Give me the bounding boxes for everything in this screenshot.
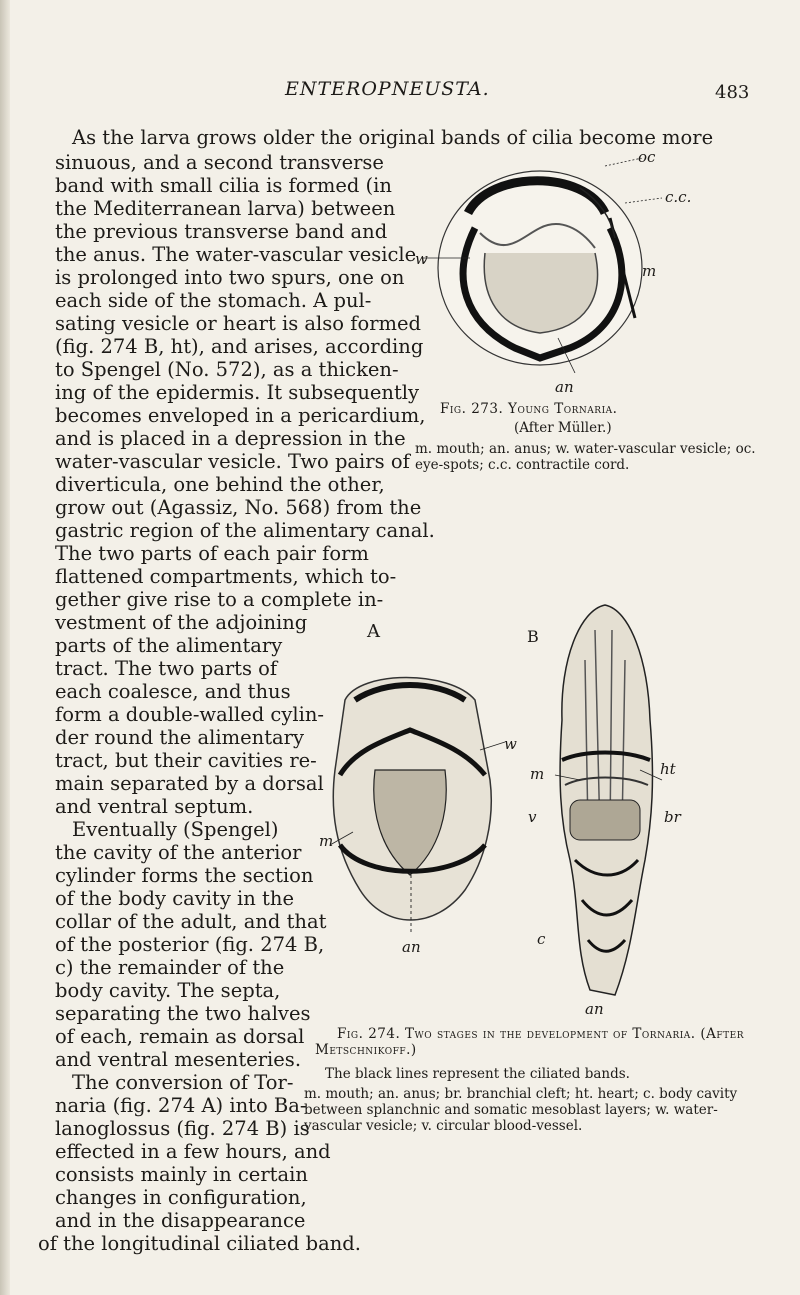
body-line: changes in configuration, [55, 1186, 307, 1209]
fig274-label-v: v [528, 808, 537, 826]
fig273-label-m: m [642, 262, 657, 280]
fig274-label-A: A [367, 621, 380, 642]
fig274-label-br: br [664, 808, 681, 826]
fig273-credit: (After Müller.) [514, 420, 612, 436]
fig273-label-an: an [555, 378, 574, 396]
fig274-legend-2: m. mouth; an. anus; br. branchial cleft; ht. heart; c. body cavity between splanchnic and somatic mesoblast layers; w. water-vascular vesicle; v. circular blood-vessel. [304, 1086, 738, 1134]
body-line: main separated by a dorsal [55, 772, 324, 795]
body-line: the previous transverse band and [55, 220, 388, 243]
body-line: and ventral mesenteries. [55, 1048, 302, 1071]
body-line: gether give rise to a complete in- [55, 588, 384, 611]
figure-274b-illustration [540, 600, 670, 1020]
body-line: of the body cavity in the [55, 887, 294, 910]
page-number: 483 [715, 82, 750, 103]
fig274-label-an-a: an [402, 938, 421, 956]
body-line: sating vesicle or heart is also formed [55, 312, 422, 335]
body-line: collar of the adult, and that [55, 910, 327, 933]
fig273-label-w: w [415, 250, 428, 268]
body-line: the Mediterranean larva) between [55, 197, 396, 220]
body-line: the cavity of the anterior [55, 841, 302, 864]
fig274-label-m: m [319, 832, 334, 850]
body-line: water-vascular vesicle. Two pairs of [55, 450, 410, 473]
body-line: and ventral septum. [55, 795, 254, 818]
body-line: of each, remain as dorsal [55, 1025, 305, 1048]
body-line: band with small cilia is formed (in [55, 174, 392, 197]
page-edge [0, 0, 10, 1295]
body-line: diverticula, one behind the other, [55, 473, 385, 496]
body-line: sinuous, and a second transverse [55, 151, 384, 174]
body-line: effected in a few hours, and [55, 1140, 331, 1163]
fig274-label-c: c [537, 930, 546, 948]
fig274-title: Fig. 274. Two stages in the development of Tornaria. (After Metschnikoff.) [315, 1026, 744, 1058]
body-line: c) the remainder of the [55, 956, 285, 979]
running-head: ENTEROPNEUSTA. [285, 78, 490, 100]
body-line: of the longitudinal ciliated band. [38, 1232, 361, 1255]
body-line: cylinder forms the section [55, 864, 314, 887]
body-line: body cavity. The septa, [55, 979, 281, 1002]
body-line: Eventually (Spengel) [72, 818, 279, 841]
figure-274a-illustration [315, 660, 515, 960]
body-line: der round the alimentary [55, 726, 305, 749]
body-line: The two parts of each pair form [55, 542, 369, 565]
body-line: is prolonged into two spurs, one on [55, 266, 405, 289]
body-line: gastric region of the alimentary canal. [55, 519, 435, 542]
body-line: parts of the alimentary [55, 634, 283, 657]
body-line: each coalesce, and thus [55, 680, 291, 703]
fig273-legend: m. mouth; an. anus; w. water-vascular vesicle; oc. eye-spots; c.c. contractile cord. [415, 441, 756, 473]
body-line: and is placed in a depression in the [55, 427, 406, 450]
body-line: As the larva grows older the original bands of cilia become more [72, 126, 714, 149]
body-line: each side of the stomach. A pul- [55, 289, 372, 312]
fig273-label-cc: c.c. [665, 188, 692, 206]
body-line: vestment of the adjoining [55, 611, 308, 634]
body-line: to Spengel (No. 572), as a thicken- [55, 358, 399, 381]
body-line: the anus. The water-vascular vesicle [55, 243, 417, 266]
body-line: tract, but their cavities re- [55, 749, 317, 772]
body-line: (fig. 274 B, ht), and arises, according [55, 335, 424, 358]
body-line: flattened compartments, which to- [55, 565, 397, 588]
body-line: grow out (Agassiz, No. 568) from the [55, 496, 422, 519]
body-line: becomes enveloped in a pericardium, [55, 404, 426, 427]
fig274-label-m-b: m [530, 765, 545, 783]
fig274-legend-1: The black lines represent the ciliated bands. [325, 1066, 630, 1082]
fig273-title: Fig. 273. Young Tornaria. [440, 401, 618, 417]
body-line: of the posterior (fig. 274 B, [55, 933, 325, 956]
body-line: separating the two halves [55, 1002, 311, 1025]
fig273-label-oc: oc [638, 148, 656, 166]
body-line: tract. The two parts of [55, 657, 278, 680]
body-line: form a double-walled cylin- [55, 703, 324, 726]
fig274-label-an-b: an [585, 1000, 604, 1018]
body-line: ing of the epidermis. It subsequently [55, 381, 420, 404]
fig274-label-B: B [527, 627, 539, 646]
body-line: The conversion of Tor- [72, 1071, 294, 1094]
body-line: consists mainly in certain [55, 1163, 308, 1186]
body-line: naria (fig. 274 A) into Ba- [55, 1094, 307, 1117]
body-line: lanoglossus (fig. 274 B) is [55, 1117, 310, 1140]
body-line: and in the disappearance [55, 1209, 306, 1232]
fig274-label-w: w [504, 735, 517, 753]
fig274-label-ht: ht [660, 760, 676, 778]
